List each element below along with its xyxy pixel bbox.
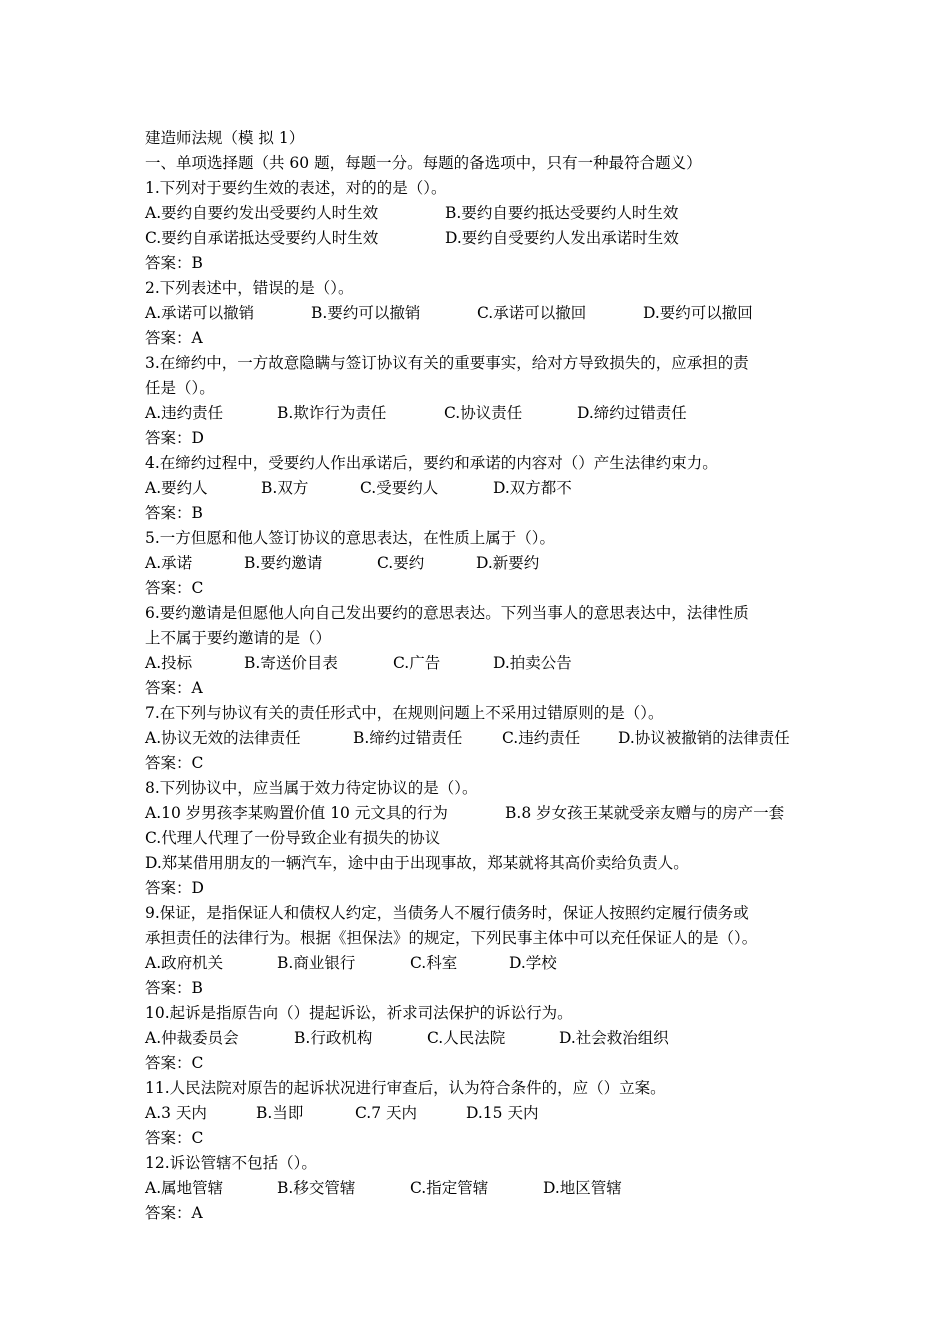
answer: 答案：A (145, 679, 203, 697)
option-c: C.广告 (393, 654, 441, 672)
option-b: B.要约可以撤销 (311, 304, 421, 322)
option-b: B.要约自要约抵达受要约人时生效 (445, 204, 679, 222)
option-d: D.协议被撤销的法律责任 (618, 729, 790, 747)
option-d: D.社会救治组织 (559, 1029, 669, 1047)
option-a: A.要约人 (145, 479, 208, 497)
option-d: D.缔约过错责任 (577, 404, 687, 422)
option-c: C.7 天内 (355, 1104, 418, 1122)
answer: 答案：D (145, 429, 204, 447)
question-text: 9.保证，是指保证人和债权人约定，当债务人不履行债务时，保证人按照约定履行债务或 (145, 904, 749, 922)
option-b: B.行政机构 (294, 1029, 373, 1047)
question-text: 8.下列协议中，应当属于效力待定协议的是（）。 (145, 779, 478, 797)
option-b: B.欺诈行为责任 (277, 404, 387, 422)
option-a: A.要约自要约发出受要约人时生效 (145, 204, 379, 222)
option-d: D.双方都不 (493, 479, 572, 497)
option-b: B.寄送价目表 (244, 654, 338, 672)
option-c: C.指定管辖 (410, 1179, 489, 1197)
option-c: C.代理人代理了一份导致企业有损失的协议 (145, 829, 441, 847)
answer: 答案：D (145, 879, 204, 897)
option-b: B.缔约过错责任 (353, 729, 463, 747)
option-a: A.承诺 (145, 554, 193, 572)
option-a: A.政府机关 (145, 954, 224, 972)
option-b: B.8 岁女孩王某就受亲友赠与的房产一套 (505, 804, 785, 822)
option-c: C.违约责任 (502, 729, 581, 747)
option-a: A.投标 (145, 654, 193, 672)
question-text: 10.起诉是指原告向（）提起诉讼，祈求司法保护的诉讼行为。 (145, 1004, 573, 1022)
option-c: C.受要约人 (360, 479, 439, 497)
option-a: A.属地管辖 (145, 1179, 224, 1197)
question-text: 1.下列对于要约生效的表述，对的的是（）。 (145, 179, 447, 197)
option-d: D.地区管辖 (543, 1179, 622, 1197)
question-text: 11.人民法院对原告的起诉状况进行审查后，认为符合条件的，应（）立案。 (145, 1079, 666, 1097)
answer: 答案：A (145, 329, 203, 347)
option-b: B.商业银行 (277, 954, 356, 972)
answer: 答案：C (145, 1129, 204, 1147)
option-b: B.双方 (261, 479, 309, 497)
answer: 答案：C (145, 579, 204, 597)
option-c: C.要约自承诺抵达受要约人时生效 (145, 229, 379, 247)
option-b: B.移交管辖 (277, 1179, 356, 1197)
answer: 答案：C (145, 1054, 204, 1072)
option-d: D.学校 (509, 954, 557, 972)
option-d: D.15 天内 (466, 1104, 539, 1122)
document-title: 建造师法规（模 拟 1） (145, 129, 305, 147)
answer: 答案：B (145, 979, 203, 997)
question-text: 3.在缔约中，一方故意隐瞒与签订协议有关的重要事实，给对方导致损失的，应承担的责 (145, 354, 749, 372)
option-c: C.要约 (377, 554, 425, 572)
option-a: A.协议无效的法律责任 (145, 729, 301, 747)
option-a: A.仲裁委员会 (145, 1029, 239, 1047)
option-d: D.要约自受要约人发出承诺时生效 (445, 229, 679, 247)
answer: 答案：A (145, 1204, 203, 1222)
question-text: 6.要约邀请是但愿他人向自己发出要约的意思表达。下列当事人的意思表达中，法律性质 (145, 604, 749, 622)
option-a: A.承诺可以撤销 (145, 304, 255, 322)
option-c: C.科室 (410, 954, 458, 972)
option-d: D.要约可以撤回 (643, 304, 753, 322)
option-d: D.新要约 (476, 554, 540, 572)
question-text: 2.下列表述中，错误的是（）。 (145, 279, 354, 297)
option-a: A.违约责任 (145, 404, 224, 422)
section-heading: 一、单项选择题（共 60 题，每题一分。每题的备选项中，只有一种最符合题义） (145, 154, 702, 172)
question-text: 4.在缔约过程中，受要约人作出承诺后，要约和承诺的内容对（）产生法律约束力。 (145, 454, 718, 472)
answer: 答案：B (145, 254, 203, 272)
question-text-cont: 上不属于要约邀请的是（） (145, 629, 332, 647)
option-a: A.10 岁男孩李某购置价值 10 元文具的行为 (145, 804, 448, 822)
option-c: C.人民法院 (427, 1029, 506, 1047)
answer: 答案：B (145, 504, 203, 522)
option-d: D.拍卖公告 (493, 654, 572, 672)
question-text: 7.在下列与协议有关的责任形式中，在规则问题上不采用过错原则的是（）。 (145, 704, 664, 722)
option-c: C.承诺可以撤回 (477, 304, 587, 322)
option-a: A.3 天内 (145, 1104, 207, 1122)
question-text-cont: 任是（）。 (145, 379, 215, 397)
option-b: B.当即 (256, 1104, 304, 1122)
option-b: B.要约邀请 (244, 554, 323, 572)
answer: 答案：C (145, 754, 204, 772)
question-text: 12.诉讼管辖不包括（）。 (145, 1154, 317, 1172)
option-d: D.郑某借用朋友的一辆汽车，途中由于出现事故，郑某就将其高价卖给负责人。 (145, 854, 689, 872)
question-text: 5.一方但愿和他人签订协议的意思表达，在性质上属于（）。 (145, 529, 556, 547)
question-text-cont: 承担责任的法律行为。根据《担保法》的规定，下列民事主体中可以充任保证人的是（）。 (145, 929, 758, 947)
option-c: C.协议责任 (444, 404, 523, 422)
